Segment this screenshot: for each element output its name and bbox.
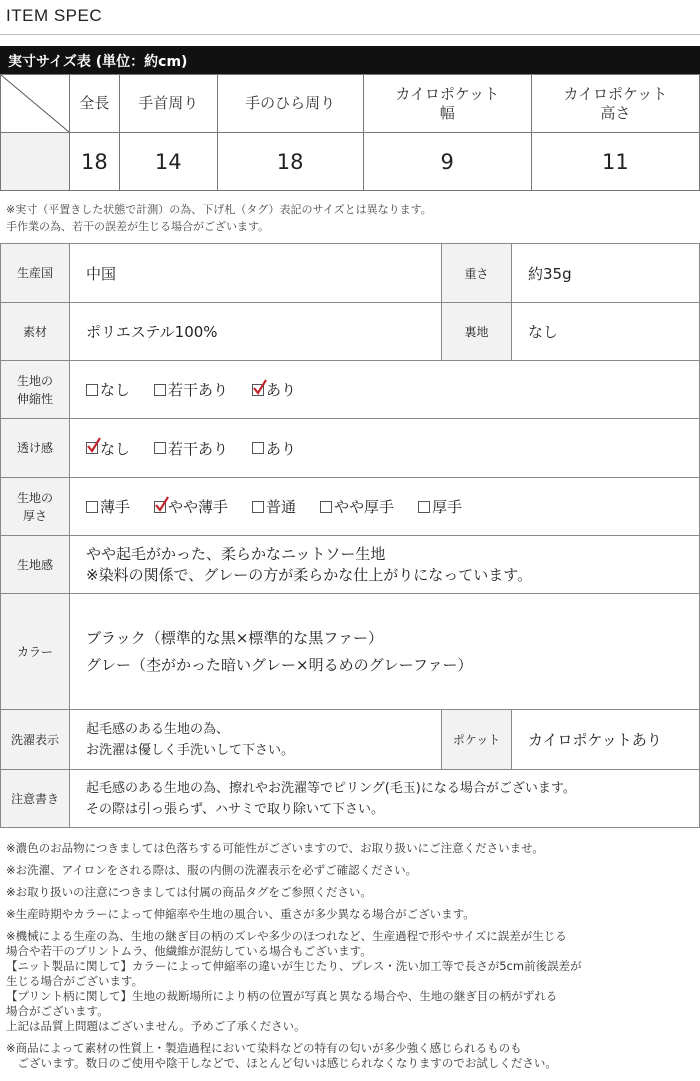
size-col-wrist: 手首周り xyxy=(119,75,217,133)
size-note-line: 手作業の為、若干の誤差が生じる場合がございます。 xyxy=(6,220,270,233)
weight-label: 重さ xyxy=(442,244,512,303)
note-line: 場合や若干のプリントムラ、他繊維が混紡している場合もございます。 xyxy=(6,944,372,958)
note-line: ※濃色のお品物につきましては色落ちする可能性がございますので、お取り扱いにご注意くださいませ。 xyxy=(6,841,544,855)
checkbox-icon xyxy=(252,501,264,513)
page-title: ITEM SPEC xyxy=(6,6,103,25)
color-value xyxy=(70,594,700,710)
texture-label: 生地感 xyxy=(1,536,70,594)
origin-value: 中国 xyxy=(70,244,442,303)
lining-value: なし xyxy=(512,303,700,361)
spec-row-origin xyxy=(1,244,700,303)
size-val-palm: 18 xyxy=(217,133,363,191)
texture-value xyxy=(70,536,700,594)
spec-table xyxy=(0,243,700,828)
caution-line: その際は引っ張らず、ハサミで取り除いて下さい。 xyxy=(86,801,384,817)
spec-row-material xyxy=(1,303,700,361)
checkbox-icon xyxy=(86,384,98,396)
note-line: 上記は品質上問題はございません。予めご了承ください。 xyxy=(6,1019,306,1033)
sheer-label: 透け感 xyxy=(1,419,70,478)
checkbox-icon xyxy=(154,442,166,454)
material-label: 素材 xyxy=(1,303,70,361)
spec-row-caution xyxy=(1,770,700,828)
weight-value: 約35g xyxy=(512,244,700,303)
wash-line: 起毛感のある生地の為、 xyxy=(86,721,230,737)
sheer-option-label: あり xyxy=(266,439,297,458)
spec-row-color xyxy=(1,594,700,710)
caution-label: 注意書き xyxy=(1,770,70,828)
thickness-option[interactable] xyxy=(86,496,130,517)
spec-row-texture xyxy=(1,536,700,594)
checkbox-icon xyxy=(154,501,166,513)
caution-line: 起毛感のある生地の為、擦れやお洗濯等でピリング(毛玉)になる場合がございます。 xyxy=(86,780,576,796)
thickness-option-group xyxy=(86,496,699,517)
size-col-pocket-height: カイロポケット 高さ xyxy=(531,75,699,133)
thickness-option[interactable] xyxy=(252,496,296,517)
thickness-option-label: やや薄手 xyxy=(168,498,229,516)
checkbox-icon xyxy=(252,384,264,396)
texture-line: やや起毛がかった、柔らかなニットソー生地 xyxy=(86,544,386,563)
note-line: ございます。数日のご使用や陰干しなどで、ほとんど匂いは感じられなくなりますのでお試しください。 xyxy=(6,1056,557,1070)
size-col-length: 全長 xyxy=(70,75,120,133)
origin-label: 生産国 xyxy=(1,244,70,303)
checkbox-icon xyxy=(154,384,166,396)
material-value: ポリエステル100% xyxy=(70,303,442,361)
size-note xyxy=(6,201,432,235)
check-mark-icon xyxy=(252,379,268,395)
pocket-label: ポケット xyxy=(442,710,512,770)
checkbox-icon xyxy=(86,442,98,454)
size-table-title: 実寸サイズ表 (単位：約cm) xyxy=(8,54,188,70)
size-col-pocket-width: カイロポケット 幅 xyxy=(363,75,531,133)
size-table xyxy=(0,74,700,191)
sheer-option-group xyxy=(86,438,699,459)
thickness-options xyxy=(70,478,700,536)
note-line: 【ニット製品に関して】カラーによって伸縮率の違いが生じたり、プレス・洗い加工等で長さが5cm前後誤差が xyxy=(6,959,582,973)
stretch-option-group xyxy=(86,379,699,400)
caution-value xyxy=(70,770,700,828)
note-line: ※お取り扱いの注意につきましては付属の商品タグをご参照ください。 xyxy=(6,885,372,899)
note-line: ※商品によって素材の性質上・製造過程において染料などの特有の匂いが多少強く感じられるものも xyxy=(6,1041,522,1055)
size-val-pocket-width: 9 xyxy=(363,133,531,191)
thickness-option-label: やや厚手 xyxy=(334,498,395,516)
checkbox-icon xyxy=(252,442,264,454)
stretch-option-label: あり xyxy=(266,381,297,399)
thickness-option-checked[interactable] xyxy=(154,496,228,517)
stretch-option[interactable] xyxy=(86,379,130,400)
wash-line: お洗濯は優しく手洗いして下さい。 xyxy=(86,742,295,758)
sheer-option-label: なし xyxy=(100,439,131,458)
sheer-option-checked[interactable] xyxy=(86,438,130,459)
sheer-option[interactable] xyxy=(154,438,228,459)
stretch-options xyxy=(70,361,700,419)
stretch-label: 生地の 伸縮性 xyxy=(1,361,70,419)
texture-line: ※染料の関係で、グレーの方が柔らかな仕上がりになっています。 xyxy=(86,565,533,584)
notes-section xyxy=(6,841,696,1071)
thickness-option-label: 薄手 xyxy=(100,498,131,516)
spec-row-sheer xyxy=(1,419,700,478)
thickness-option[interactable] xyxy=(418,496,462,517)
size-note-line: ※実寸（平置きした状態で計測）の為、下げ札（タグ）表記のサイズとは異なります。 xyxy=(6,203,432,216)
diagonal-line-icon xyxy=(1,75,69,132)
note-line: ※お洗濯、アイロンをされる際は、服の内側の洗濯表示を必ずご確認ください。 xyxy=(6,863,418,877)
spec-row-stretch xyxy=(1,361,700,419)
sheer-option-label: 若干あり xyxy=(168,439,229,458)
spec-row-wash xyxy=(1,710,700,770)
stretch-option-checked[interactable] xyxy=(252,379,296,400)
thickness-option[interactable] xyxy=(320,496,394,517)
thickness-label: 生地の 厚さ xyxy=(1,478,70,536)
spec-row-thickness xyxy=(1,478,700,536)
size-table-corner-bottom xyxy=(1,133,70,191)
check-mark-icon xyxy=(86,437,102,453)
wash-label: 洗濯表示 xyxy=(1,710,70,770)
note-line: 場合がございます。 xyxy=(6,1004,109,1018)
sheer-option[interactable] xyxy=(252,438,296,459)
note-line: ※機械による生産の為、生地の継ぎ目の柄のズレや多少のほつれなど、生産過程で形やサイズに誤差が生じる xyxy=(6,929,567,943)
checkbox-icon xyxy=(320,501,332,513)
wash-value xyxy=(70,710,442,770)
size-col-palm: 手のひら周り xyxy=(217,75,363,133)
color-line: ブラック（標準的な黒×標準的な黒ファー） xyxy=(86,628,383,647)
header-divider xyxy=(0,34,700,35)
thickness-option-label: 普通 xyxy=(266,498,297,516)
checkbox-icon xyxy=(418,501,430,513)
color-label: カラー xyxy=(1,594,70,710)
stretch-option[interactable] xyxy=(154,379,228,400)
size-val-pocket-height: 11 xyxy=(531,133,699,191)
sheer-options xyxy=(70,419,700,478)
check-mark-icon xyxy=(154,496,170,512)
note-line: 【プリント柄に関して】生地の裁断場所により柄の位置が写真と異なる場合や、生地の継ぎ目の柄がずれる xyxy=(6,989,558,1003)
note-line: ※生産時期やカラーによって伸縮率や生地の風合い、重さが多少異なる場合がございます。 xyxy=(6,907,475,921)
size-table-corner xyxy=(1,75,70,133)
lining-label: 裏地 xyxy=(442,303,512,361)
page-header xyxy=(0,0,700,36)
note-line: 生じる場合がございます。 xyxy=(6,974,144,988)
color-line: グレー（杢がかった暗いグレー×明るめのグレーファー） xyxy=(86,655,473,674)
size-val-wrist: 14 xyxy=(119,133,217,191)
size-table-value-row xyxy=(1,133,700,191)
stretch-option-label: 若干あり xyxy=(168,381,229,399)
pocket-value: カイロポケットあり xyxy=(512,710,700,770)
checkbox-icon xyxy=(86,501,98,513)
thickness-option-label: 厚手 xyxy=(432,498,463,516)
size-table-header-row xyxy=(1,75,700,133)
size-table-title-bar xyxy=(0,46,700,74)
size-val-length: 18 xyxy=(70,133,120,191)
stretch-option-label: なし xyxy=(100,381,131,399)
